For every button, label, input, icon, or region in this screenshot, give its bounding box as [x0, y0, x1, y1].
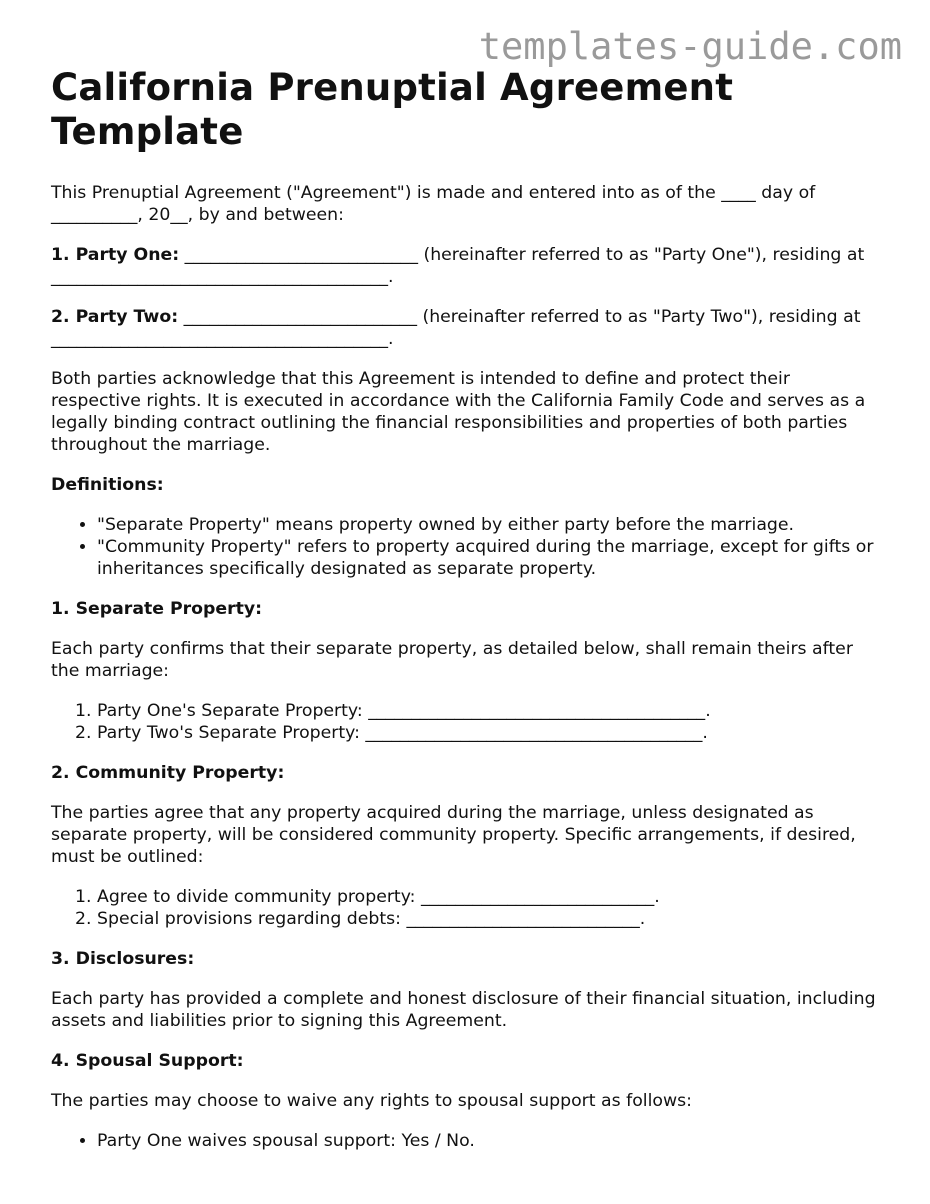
- definitions-list: [51, 514, 881, 580]
- list-item: • "Separate Property" means property owned by either party before the marriage.: [97, 514, 881, 536]
- document-title: California Prenuptial Agreement Template: [51, 66, 734, 153]
- spousal-support-heading: 4. Spousal Support:: [51, 1051, 244, 1071]
- acknowledgment-paragraph: Both parties acknowledge that this Agreement is intended to define and protect their respective rights. It is executed in accordance with the California Family Code and serves as a legally binding contract outlining the financial responsibilities and properties of both parties throughout the marriage.: [51, 369, 866, 455]
- list-item: • "Community Property" refers to property acquired during the marriage, except for gifts or inheritances specifically designated as separate property.: [97, 536, 881, 580]
- party-one-text: ___________________________ (hereinafter referred to as "Party One"), residing at _______________________________________.: [51, 245, 865, 287]
- party-two-paragraph: [51, 306, 881, 350]
- watermark: templates-guide.com: [478, 25, 902, 68]
- list-item: 1. Agree to divide community property: ___________________________.: [97, 886, 881, 908]
- party-one-label: 1. Party One:: [51, 245, 180, 265]
- spousal-support-body: The parties may choose to waive any rights to spousal support as follows:: [51, 1091, 692, 1111]
- party-two-label: 2. Party Two:: [51, 307, 179, 327]
- list-item: • Party One waives spousal support: Yes / No.: [97, 1130, 881, 1152]
- community-property-body: The parties agree that any property acquired during the marriage, unless designated as separate property, will be considered community property. Specific arrangements, if desired, must be outlined:: [51, 803, 856, 867]
- document-page: [51, 66, 881, 1170]
- party-two-text: ___________________________ (hereinafter referred to as "Party Two"), residing at _______________________________________.: [51, 307, 861, 349]
- list-item: 2. Party Two's Separate Property: _______________________________________.: [97, 722, 881, 744]
- separate-property-body: Each party confirms that their separate property, as detailed below, shall remain theirs after the marriage:: [51, 639, 853, 681]
- spousal-support-list: [51, 1130, 881, 1152]
- list-item: 2. Special provisions regarding debts: ___________________________.: [97, 908, 881, 930]
- party-one-paragraph: [51, 244, 881, 288]
- definitions-heading: Definitions:: [51, 475, 164, 495]
- list-item: 1. Party One's Separate Property: _______________________________________.: [97, 700, 881, 722]
- separate-property-list: [51, 700, 881, 744]
- disclosures-heading: 3. Disclosures:: [51, 949, 195, 969]
- disclosures-body: Each party has provided a complete and honest disclosure of their financial situation, including assets and liabilities prior to signing this Agreement.: [51, 989, 876, 1031]
- community-property-list: [51, 886, 881, 930]
- intro-paragraph: This Prenuptial Agreement ("Agreement") is made and entered into as of the ____ day of __________, 20__, by and between:: [51, 183, 816, 225]
- community-property-heading: 2. Community Property:: [51, 763, 285, 783]
- separate-property-heading: 1. Separate Property:: [51, 599, 263, 619]
